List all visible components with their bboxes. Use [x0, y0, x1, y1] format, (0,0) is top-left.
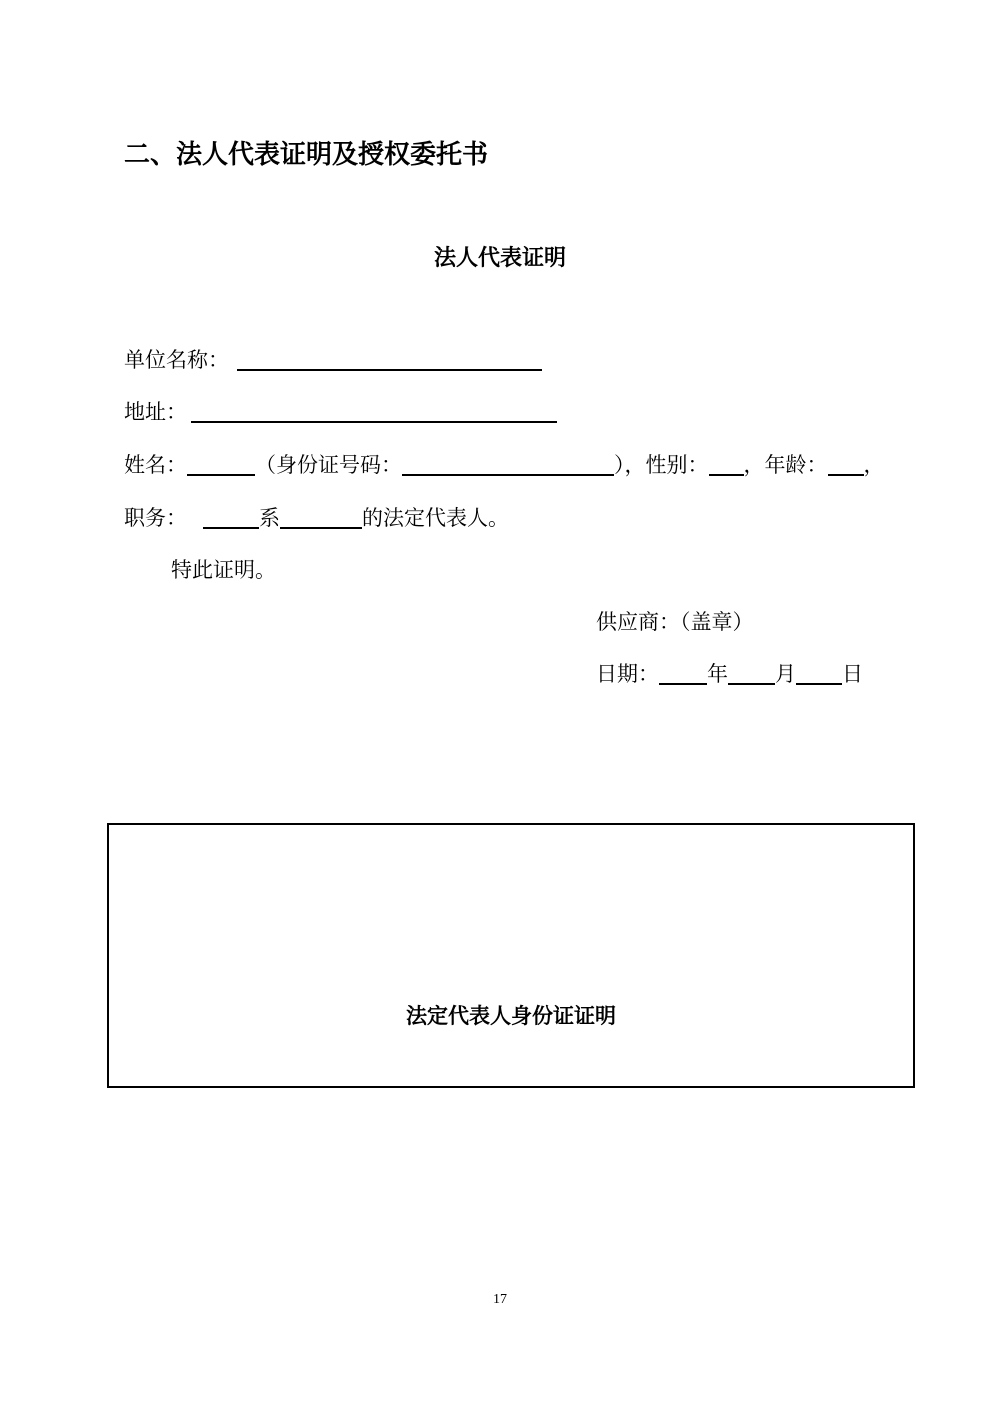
section-title: 二、法人代表证明及授权委托书	[124, 140, 489, 170]
address-row	[124, 396, 557, 426]
unit-name-row	[124, 344, 542, 374]
id-card-box	[107, 823, 915, 1088]
name-label: 姓名：	[124, 453, 187, 477]
month-blank[interactable]	[728, 661, 775, 685]
of-label: 系	[259, 506, 280, 530]
year-label: 年	[707, 662, 728, 686]
page-number: 17	[493, 1292, 507, 1307]
company-blank[interactable]	[280, 505, 362, 529]
unit-name-blank[interactable]	[237, 347, 542, 371]
address-label: 地址：	[124, 400, 187, 424]
date-row	[596, 658, 863, 688]
day-label: 日	[842, 662, 863, 686]
position-label: 职务：	[124, 506, 187, 530]
comma: ，	[863, 453, 885, 477]
name-blank[interactable]	[187, 452, 255, 476]
position-row	[124, 502, 509, 532]
gender-label: ），性别：	[614, 453, 709, 477]
address-blank[interactable]	[191, 399, 557, 423]
id-label: （身份证号码：	[255, 453, 402, 477]
id-card-box-label: 法定代表人身份证证明	[406, 1004, 616, 1028]
supplier-seal-label: 供应商：（盖章）	[596, 610, 754, 634]
age-blank[interactable]	[828, 452, 864, 476]
name-row	[124, 449, 885, 479]
form-title: 法人代表证明	[433, 246, 566, 271]
unit-name-label: 单位名称：	[124, 348, 229, 372]
month-label: 月	[775, 662, 796, 686]
id-number-blank[interactable]	[402, 452, 614, 476]
gender-blank[interactable]	[709, 452, 744, 476]
legal-rep-suffix: 的法定代表人。	[362, 506, 509, 530]
year-blank[interactable]	[659, 661, 707, 685]
date-label: 日期：	[596, 662, 659, 686]
age-label: ，年龄：	[743, 453, 828, 477]
position-blank[interactable]	[203, 505, 259, 529]
day-blank[interactable]	[796, 661, 842, 685]
certify-text: 特此证明。	[171, 558, 276, 582]
